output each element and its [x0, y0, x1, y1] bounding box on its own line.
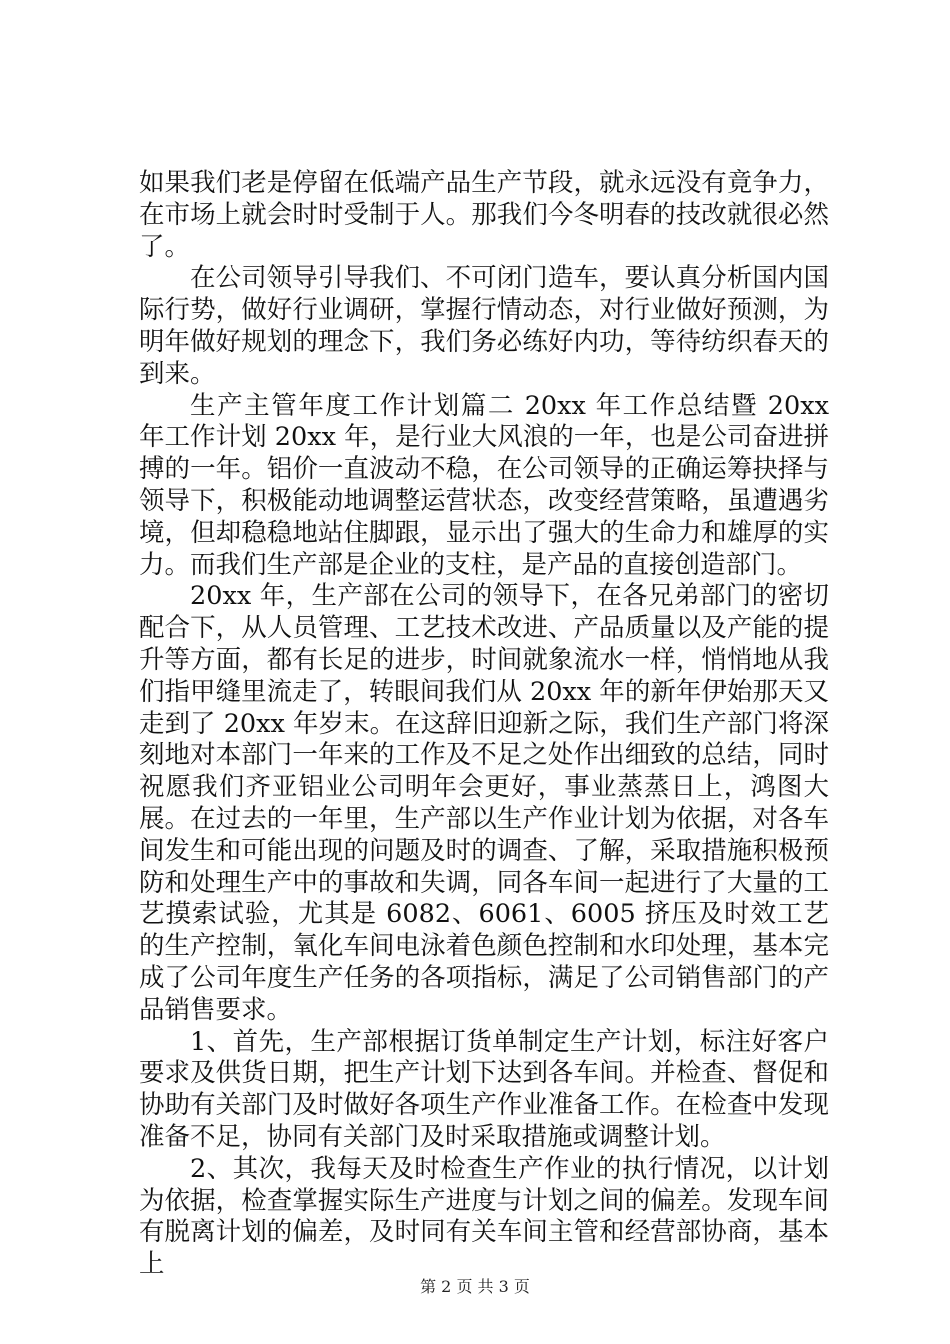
paragraph-6: 2、其次，我每天及时检查生产作业的执行情况，以计划为依据，检查掌握实际生产进度与计划之间的偏差。发现车间有脱离计划的偏差，及时同有关车间主管和经营部协商，基本上 — [139, 1153, 829, 1280]
paragraph-1: 如果我们老是停留在低端产品生产节段，就永远没有竟争力，在市场上就会时时受制于人。那我们今冬明春的技改就很必然了。 — [139, 168, 829, 262]
paragraph-5: 1、首先，生产部根据订货单制定生产计划，标注好客户要求及供货日期，把生产计划下达到各车间。并检查、督促和协助有关部门及时做好各项生产作业准备工作。在检查中发现准备不足，协同有关部门及时采取措施或调整计划。 — [139, 1026, 829, 1152]
paragraph-3: 生产主管年度工作计划篇二 20xx 年工作总结暨 20xx 年工作计划 20xx 年，是行业大风浪的一年，也是公司奋进拼搏的一年。铝价一直波动不稳，在公司领导的正确运筹抉择与领导下，积极能动地调整运营状态，改变经营策略，虽遭遇劣境，但却稳稳地站住脚跟，显示出了强大的生命力和雄厚的实力。而我们生产部是企业的支柱，是产品的直接创造部门。 — [139, 390, 829, 580]
document-body — [139, 168, 829, 1281]
paragraph-2: 在公司领导引导我们、不可闭门造车，要认真分析国内国际行势，做好行业调研，掌握行情动态，对行业做好预测，为明年做好规划的理念下，我们务必练好内功，等待纺织春天的到来。 — [139, 263, 829, 389]
page-footer: 第 2 页 共 3 页 — [420, 1277, 530, 1296]
paragraph-4: 20xx 年，生产部在公司的领导下，在各兄弟部门的密切配合下，从人员管理、工艺技术改进、产品质量以及产能的提升等方面，都有长足的进步，时间就象流水一样，悄悄地从我们指甲缝里流走了，转眼间我们从 20xx 年的新年伊始那天又走到了 20xx 年岁末。在这辞旧迎新之际，我们生产部门将深刻地对本部门一年来的工作及不足之处作出细致的总结，同时祝愿我们齐亚铝业公司明年会更好，事业蒸蒸日上，鸿图大展。在过去的一年里，生产部以生产作业计划为依据，对各车间发生和可能出现的问题及时的调查、了解，采取措施积极预防和处理生产中的事故和失调，同各车间一起进行了大量的工艺摸索试验，尤其是 6082、6061、6005 挤压及时效工艺的生产控制，氧化车间电泳着色颜色控制和水印处理，基本完成了公司年度生产任务的各项指标，满足了公司销售部门的产品销售要求。 — [139, 581, 829, 1025]
